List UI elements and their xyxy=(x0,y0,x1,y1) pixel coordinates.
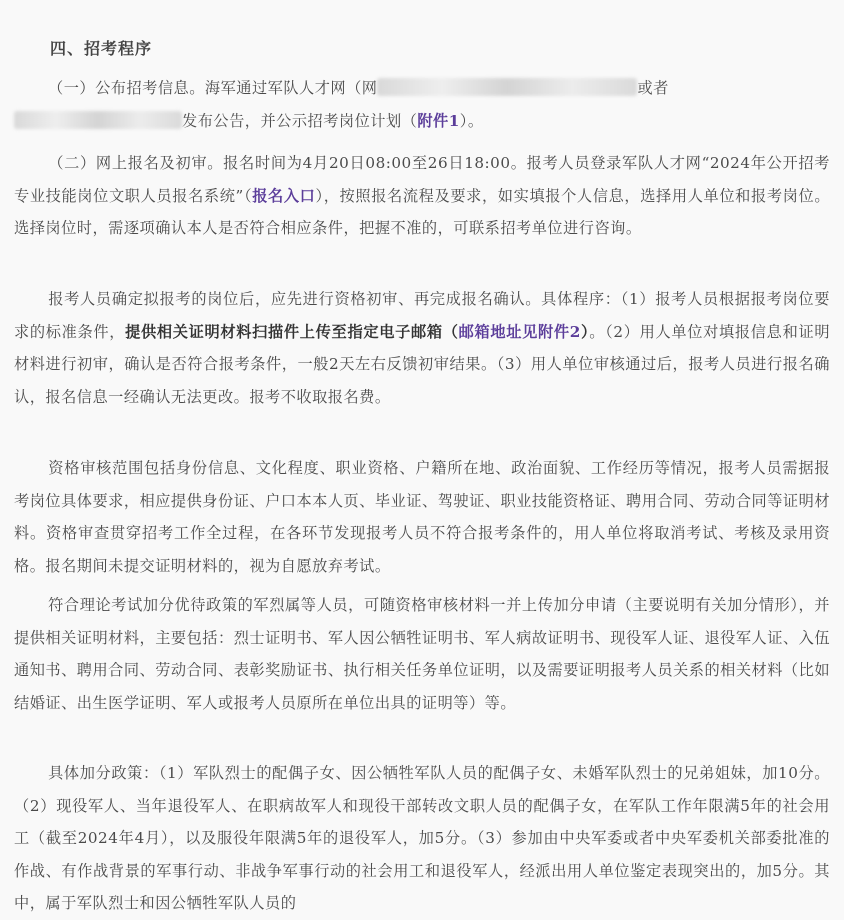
paragraph-bonus-points-materials xyxy=(14,589,830,719)
p3-emphasis-end: ） xyxy=(580,322,590,341)
p1-text-d: ）。 xyxy=(459,111,484,130)
p1-text-c: 发布公告，并公示招考岗位计划（ xyxy=(182,111,418,130)
registration-entry-link[interactable]: 报名入口 xyxy=(252,186,316,205)
p2-text-a: （二）网上报名及初审。报名时间为4月20日08:00至26日18:00。报考人员登录军队人才网“2024年公开招考专业技能岗位文职人员报名系统”（ xyxy=(14,154,830,205)
paragraph-online-registration xyxy=(14,147,830,245)
p3-text-b: 。（2）用人单位对填报信息和证明材料进行初审，确认是否符合报考条件，一般2天左右反馈初审结果。（3）用人单位审核通过后，报考人员进行报名确认，报名信息一经确认无法更改。报考不收取报名费。 xyxy=(14,322,831,406)
p1-text-a: （一）公布招考信息。海军通过军队人才网（网 xyxy=(48,79,378,97)
p1-text-b: 或者 xyxy=(637,79,669,97)
p2-text-b: ），按照报名流程及要求，如实填报个人信息，选择用人单位和报考岗位。选择岗位时，需逐项确认本人是否符合相应条件，把握不准的，可联系招考单位进行咨询。 xyxy=(14,186,831,237)
p6-text: 具体加分政策：（1）军队烈士的配偶子女、因公牺牲军队人员的配偶子女、未婚军队烈士的兄弟姐妹，加10分。（2）现役军人、当年退役军人、在职病故军人和现役干部转改文职人员的配偶子女，在军队工作年限满5年的社会用工（截至2024年4月），以及服役年限满5年的退役军人，加5分。（3）参加由中央军委或者中央军委机关部委批准的作战、有作战背景的军事行动、非战争军事行动的社会用工和退役军人，经派出用人单位鉴定表现突出的，加5分。其中，属于军队烈士和因公牺牲军队人员的 xyxy=(14,764,830,912)
redacted-url-2 xyxy=(14,111,182,129)
p5-text: 符合理论考试加分优待政策的军烈属等人员，可随资格审核材料一并上传加分申请（主要说明有关加分情形），并提供相关证明材料，主要包括：烈士证明书、军人因公牺牲证明书、军人病故证明书、现役军人证、退役军人证、入伍通知书、聘用合同、劳动合同、表彰奖励证书、执行相关任务单位证明，以及需要证明报考人员关系的相关材料（比如结婚证、出生医学证明、军人或报考人员原所在单位出具的证明等）等。 xyxy=(14,596,830,712)
p3-text-a: 报考人员确定拟报考的岗位后，应先进行资格初审、再完成报名确认。具体程序：（1）报考人员根据报考岗位要求的标准条件， xyxy=(14,290,830,341)
redacted-url-1 xyxy=(377,78,637,96)
paragraph-qualification-review xyxy=(14,452,830,582)
p4-text: 资格审核范围包括身份信息、文化程度、职业资格、户籍所在地、政治面貌、工作经历等情况，报考人员需据报考岗位具体要求，相应提供身份证、户口本本人页、毕业证、驾驶证、职业技能资格证、聘用合同、劳动合同等证明材料。资格审查贯穿招考工作全过程，在各环节发现报考人员不符合报考条件的，用人单位将取消考试、考核及录用资格。报名期间未提交证明材料的，视为自愿放弃考试。 xyxy=(14,459,830,575)
p3-emphasis: 提供相关证明材料扫描件上传至指定电子邮箱（ xyxy=(125,322,459,341)
paragraph-registration-procedure xyxy=(14,283,830,413)
paragraph-bonus-points-policy xyxy=(14,757,830,920)
section-heading: 四、招考程序 xyxy=(50,39,153,58)
paragraph-publish-info xyxy=(14,72,830,137)
attachment-1-link[interactable]: 附件1 xyxy=(417,111,460,130)
email-address-link[interactable]: 邮箱地址见附件2 xyxy=(458,322,581,341)
